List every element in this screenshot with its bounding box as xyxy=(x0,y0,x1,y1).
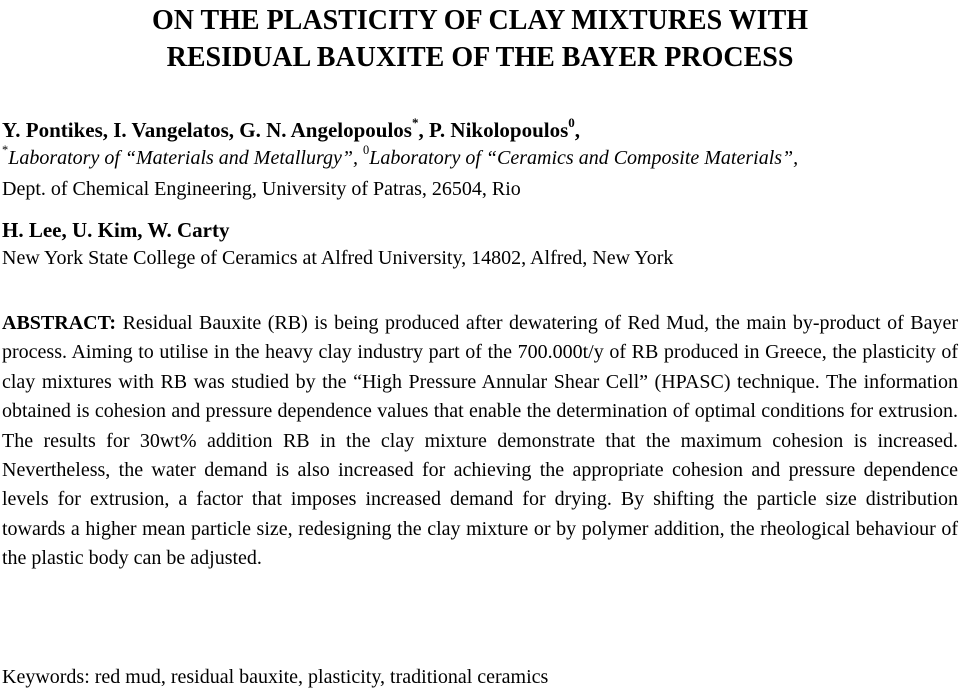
keywords-line: Keywords: red mud, residual bauxite, plasticity, traditional ceramics xyxy=(2,666,549,688)
author-mark-zero: 0 xyxy=(568,115,575,131)
abstract-label: ABSTRACT: xyxy=(2,312,117,334)
paper-title xyxy=(0,2,960,76)
affiliation-lab-ceramics: Laboratory of “Ceramics and Composite Materials”, xyxy=(369,147,799,169)
author-mark-star: * xyxy=(411,115,419,131)
author-list-tail: , xyxy=(574,118,581,142)
affiliation-mark-star: * xyxy=(2,143,9,158)
abstract-paragraph xyxy=(2,309,958,574)
paper-title-line-1: ON THE PLASTICITY OF CLAY MIXTURES WITH xyxy=(151,5,809,36)
affiliation-mark-zero: 0 xyxy=(363,143,370,158)
author-names-b: , P. Nikolopoulos xyxy=(418,118,569,142)
author-names-a: Y. Pontikes, I. Vangelatos, G. N. Angelopoulos xyxy=(2,118,412,142)
affiliation-labs xyxy=(2,144,798,172)
author-list-1 xyxy=(2,116,580,144)
abstract-text: Residual Bauxite (RB) is being produced after dewatering of Red Mud, the main by-product of Bayer process. Aiming to utilise in the heavy clay industry part of the 700.000t/y of RB produced in Greece, the plasticity of clay mixtures with RB was studied by the “High Pressure Annular Shear Cell” (HPASC) technique. The information obtained is cohesion and pressure dependence values that enable the determination of optimal conditions for extrusion. The results for 30wt% addition RB in the clay mixture demonstrate that the maximum cohesion is increased. Nevertheless, the water demand is also increased for achieving the appropriate cohesion and pressure dependence levels for extrusion, a factor that imposes increased demand for drying. By shifting the particle size distribution towards a higher mean particle size, redesigning the clay mixture or by polymer addition, the rheological behaviour of the plastic body can be adjusted. xyxy=(2,312,958,570)
affiliation-lab-materials: Laboratory of “Materials and Metallurgy”, xyxy=(8,147,364,169)
affiliation-alfred: New York State College of Ceramics at Alfred University, 14802, Alfred, New York xyxy=(2,247,674,269)
affiliation-department: Dept. of Chemical Engineering, University of Patras, 26504, Rio xyxy=(2,178,521,200)
paper-title-line-2: RESIDUAL BAUXITE OF THE BAYER PROCESS xyxy=(166,42,794,73)
author-list-2: H. Lee, U. Kim, W. Carty xyxy=(2,218,230,242)
